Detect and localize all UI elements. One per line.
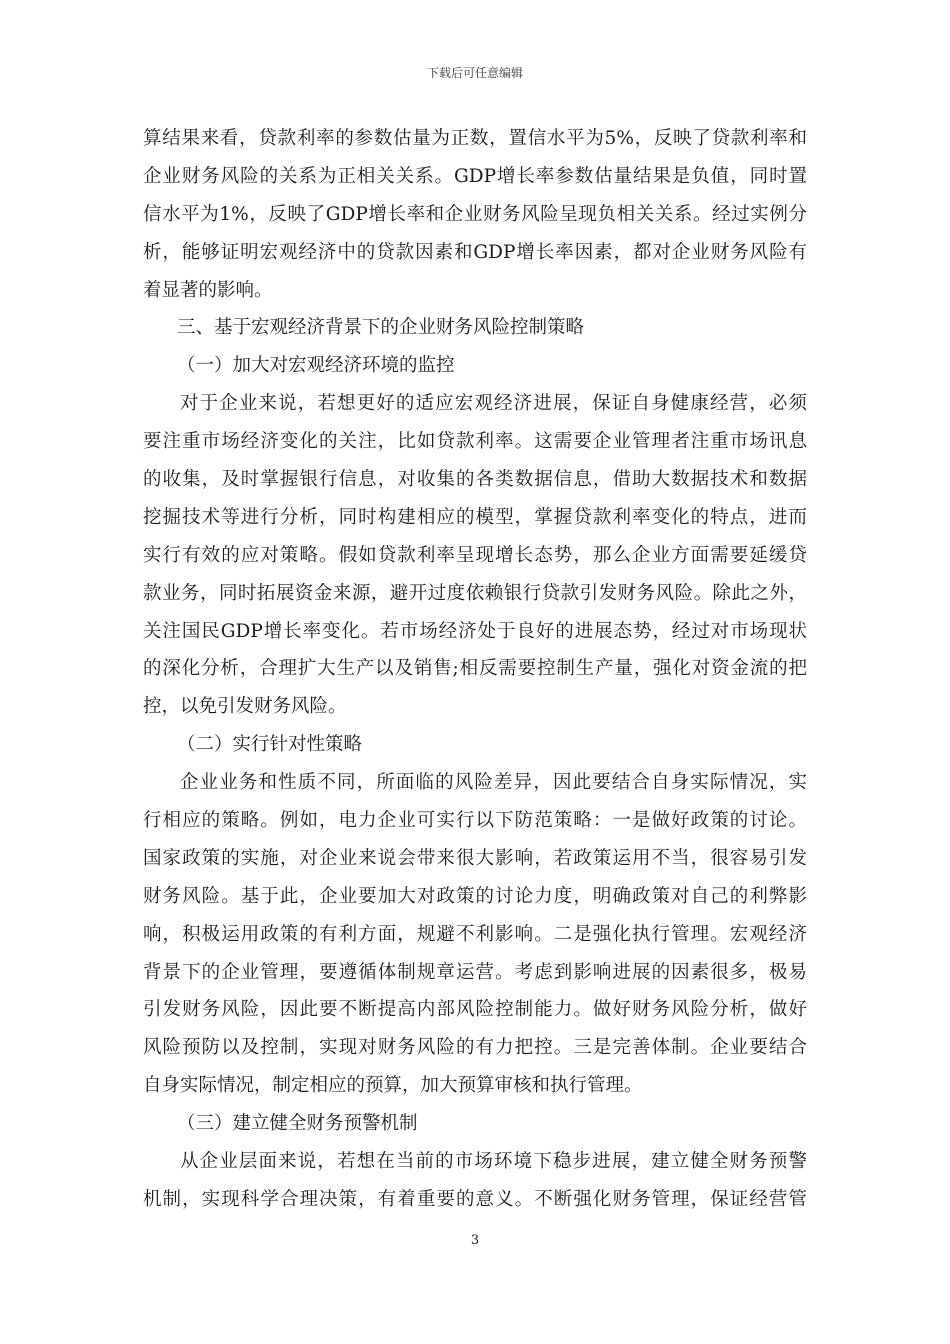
text-line: 企业业务和性质不同，所面临的风险差异，因此要结合自身实际情况，实 xyxy=(180,772,807,794)
text-line: 析，能够证明宏观经济中的贷款因素和GDP增长率因素，都对企业财务风险有 xyxy=(143,241,807,263)
text-line: 信水平为1%，反映了GDP增长率和企业财务风险呈现负相关关系。经过实例分 xyxy=(143,203,807,225)
page-header: 下载后可任意编辑 xyxy=(426,66,523,80)
section-heading: 三、基于宏观经济背景下的企业财务风险控制策略 xyxy=(177,317,585,339)
text-line: 关注国民GDP增长率变化。若市场经济处于良好的进展态势，经过对市场现状 xyxy=(143,620,807,642)
text-line: 行相应的策略。例如，电力企业可实行以下防范策略：一是做好政策的讨论。 xyxy=(143,810,807,832)
text-line: 风险预防以及控制，实现对财务风险的有力把控。三是完善体制。企业要结合 xyxy=(143,1037,807,1059)
body-text xyxy=(143,120,807,1219)
section-heading: （三）建立健全财务预警机制 xyxy=(177,1113,418,1135)
text-line: 的收集，及时掌握银行信息，对收集的各类数据信息，借助大数据技术和数据 xyxy=(143,469,807,491)
text-line: 国家政策的实施，对企业来说会带来很大影响，若政策运用不当，很容易引发 xyxy=(143,847,807,869)
text-line: 财务风险。基于此，企业要加大对政策的讨论力度，明确政策对自己的利弊影 xyxy=(143,885,807,907)
text-line: 控，以免引发财务风险。 xyxy=(143,696,347,718)
text-line: 引发财务风险，因此要不断提高内部风险控制能力。做好财务风险分析，做好 xyxy=(143,999,807,1021)
text-line: 实行有效的应对策略。假如贷款利率呈现增长态势，那么企业方面需要延缓贷 xyxy=(143,544,807,566)
text-line: 响，积极运用政策的有利方面，规避不利影响。二是强化执行管理。宏观经济 xyxy=(143,923,807,945)
text-line: 机制，实现科学合理决策，有着重要的意义。不断强化财务管理，保证经营管 xyxy=(143,1188,807,1210)
text-line: 的深化分析，合理扩大生产以及销售;相反需要控制生产量，强化对资金流的把 xyxy=(143,658,807,680)
text-line: 挖掘技术等进行分析，同时构建相应的模型，掌握贷款利率变化的特点，进而 xyxy=(143,506,807,528)
text-line: 企业财务风险的关系为正相关关系。GDP增长率参数估量结果是负值，同时置 xyxy=(143,165,807,187)
text-line: 算结果来看，贷款利率的参数估量为正数，置信水平为5%，反映了贷款利率和 xyxy=(143,128,807,149)
text-line: 背景下的企业管理，要遵循体制规章运营。考虑到影响进展的因素很多，极易 xyxy=(143,961,807,983)
text-line: 对于企业来说，若想更好的适应宏观经济进展，保证自身健康经营，必须 xyxy=(180,393,807,415)
section-heading: （二）实行针对性策略 xyxy=(177,734,363,756)
section-heading: （一）加大对宏观经济环境的监控 xyxy=(177,355,455,377)
page-number: 3 xyxy=(470,1233,480,1248)
text-line: 款业务，同时拓展资金来源，避开过度依赖银行贷款引发财务风险。除此之外， xyxy=(143,582,807,604)
text-line: 要注重市场经济变化的关注，比如贷款利率。这需要企业管理者注重市场讯息 xyxy=(143,431,807,453)
text-line: 自身实际情况，制定相应的预算，加大预算审核和执行管理。 xyxy=(143,1075,643,1097)
text-line: 着显著的影响。 xyxy=(143,279,273,301)
text-line: 从企业层面来说，若想在当前的市场环境下稳步进展，建立健全财务预警 xyxy=(180,1151,807,1173)
